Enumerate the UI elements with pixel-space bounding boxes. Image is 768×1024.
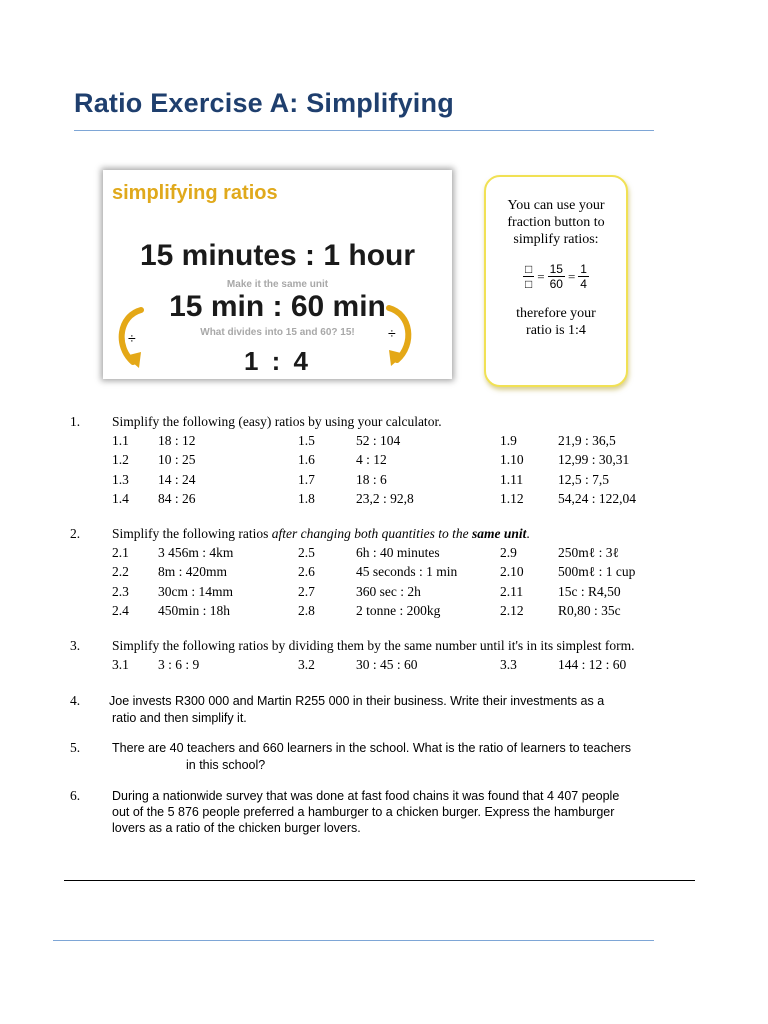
- slide-ratio-simplified: 1 : 4: [243, 346, 312, 376]
- item-number: 1.8: [298, 490, 315, 506]
- item-ratio: 2 tonne : 200kg: [356, 602, 441, 618]
- slide-hint-divide: What divides into 15 and 60? 15!: [200, 327, 355, 338]
- item-ratio: 15c : R4,50: [558, 583, 621, 599]
- question-6-line-1: During a nationwide survey that was done at fast food chains it was found that 4 407 people: [112, 789, 620, 803]
- slide-heading: simplifying ratios: [112, 182, 278, 204]
- slide-ratio-original: 15 minutes : 1 hour: [139, 239, 416, 272]
- item-number: 2.8: [298, 602, 315, 618]
- footer-rule: [53, 940, 654, 941]
- question-5-number: 5.: [70, 740, 81, 755]
- question-6-line-2: out of the 5 876 people preferred a hamburger to a chicken burger. Express the hamburger: [112, 805, 615, 819]
- slide-ratio-same-unit: 15 min : 60 min: [169, 290, 386, 323]
- item-number: 3.1: [112, 657, 129, 672]
- item-ratio: 84 : 26: [158, 490, 196, 506]
- item-number: 2.12: [500, 602, 524, 618]
- item-number: 2.5: [298, 545, 315, 560]
- item-number: 1.1: [112, 433, 129, 448]
- item-ratio: 30cm : 14mm: [158, 583, 233, 599]
- fraction-equation: $\frac{□}{□}$ = $\frac{15}{60}$ = $\frac{1}{4}$: [525, 262, 587, 291]
- item-number: 1.11: [500, 471, 524, 487]
- item-number: 2.6: [298, 564, 315, 580]
- question-number: 1.: [70, 414, 81, 429]
- example-slide: [103, 170, 452, 379]
- item-ratio: 45 seconds : 1 min: [356, 564, 458, 580]
- item-ratio: 4 : 12: [356, 452, 387, 468]
- slide-hint-same-unit: Make it the same unit: [226, 279, 329, 290]
- question-4-number: 4.: [70, 693, 81, 708]
- fraction-15-60: $\frac{15}{60}$: [549, 262, 563, 291]
- item-number: 1.3: [112, 471, 129, 487]
- question-3-text: Simplify the following ratios by dividing them by the same number until it's in its simplest form.: [112, 638, 635, 653]
- item-ratio: 3 456m : 4km: [158, 545, 234, 560]
- item-ratio: 450min : 18h: [158, 602, 231, 618]
- item-number: 1.4: [112, 490, 129, 506]
- item-ratio: 14 : 24: [158, 471, 196, 487]
- question-6-number: 6.: [70, 788, 81, 803]
- item-ratio: 144 : 12 : 60: [558, 657, 627, 672]
- item-number: 2.11: [500, 583, 524, 599]
- item-ratio: 54,24 : 122,04: [558, 490, 637, 506]
- callout-result-text: therefore your ratio is 1:4: [516, 306, 596, 338]
- divide-icon-right: ÷: [388, 325, 396, 341]
- question-2-text: Simplify the following ratios after changing both quantities to the same unit.: [112, 526, 530, 541]
- question-4-line-1: Joe invests R300 000 and Martin R255 000 in their business. Write their investments as a: [109, 694, 605, 708]
- fraction-button-icon: $\frac{□}{□}$: [525, 262, 533, 291]
- item-ratio: 21,9 : 36,5: [558, 433, 616, 448]
- item-ratio: 3 : 6 : 9: [158, 657, 200, 672]
- item-number: 3.2: [298, 657, 315, 672]
- item-ratio: 12,5 : 7,5: [558, 471, 610, 487]
- divide-icon-left: ÷: [128, 330, 136, 346]
- question-2-number: 2.: [70, 526, 81, 541]
- item-number: 2.9: [500, 545, 517, 560]
- item-number: 3.3: [500, 657, 517, 672]
- answer-line: [64, 880, 695, 881]
- item-number: 1.9: [500, 433, 517, 448]
- item-number: 2.10: [500, 564, 524, 580]
- item-ratio: 250mℓ : 3ℓ: [558, 545, 619, 560]
- item-number: 2.4: [112, 602, 129, 618]
- item-number: 1.6: [298, 452, 315, 468]
- item-ratio: 18 : 12: [158, 433, 196, 448]
- item-ratio: 23,2 : 92,8: [356, 490, 414, 506]
- item-number: 1.10: [500, 452, 524, 468]
- item-ratio: 360 sec : 2h: [356, 583, 421, 599]
- question-5-line-2: in this school?: [186, 758, 266, 772]
- title-underline: [74, 130, 654, 131]
- item-number: 1.12: [500, 490, 524, 506]
- fraction-1-4: $\frac{1}{4}$: [580, 262, 587, 291]
- question-4-line-2: ratio and then simplify it.: [112, 711, 247, 725]
- item-ratio: 12,99 : 30,31: [558, 452, 630, 468]
- item-ratio: 30 : 45 : 60: [356, 657, 418, 672]
- question-6-line-3: lovers as a ratio of the chicken burger lovers.: [112, 821, 361, 835]
- question-1: [70, 414, 80, 430]
- item-number: 2.2: [112, 564, 129, 580]
- item-ratio: 8m : 420mm: [158, 564, 228, 580]
- item-ratio: 10 : 25: [158, 452, 196, 468]
- page-title: Ratio Exercise A: Simplifying: [74, 88, 454, 118]
- item-ratio: R0,80 : 35c: [558, 602, 621, 618]
- item-number: 2.1: [112, 545, 129, 560]
- item-ratio: 18 : 6: [356, 471, 387, 487]
- item-ratio: 52 : 104: [356, 433, 401, 448]
- question-3-number: 3.: [70, 638, 81, 653]
- item-number: 2.7: [298, 583, 315, 599]
- item-ratio: 500mℓ : 1 cup: [558, 564, 636, 580]
- question-1-text: Simplify the following (easy) ratios by using your calculator.: [112, 414, 442, 429]
- item-number: 2.3: [112, 583, 129, 599]
- question-5-line-1: There are 40 teachers and 660 learners in the school. What is the ratio of learners to teachers: [112, 741, 632, 755]
- callout-intro-text: You can use your fraction button to simplify ratios:: [507, 198, 605, 247]
- item-number: 1.5: [298, 433, 315, 448]
- item-ratio: 6h : 40 minutes: [356, 545, 440, 560]
- item-number: 1.7: [298, 471, 315, 487]
- calculator-tip-callout: [484, 175, 628, 387]
- item-number: 1.2: [112, 452, 129, 468]
